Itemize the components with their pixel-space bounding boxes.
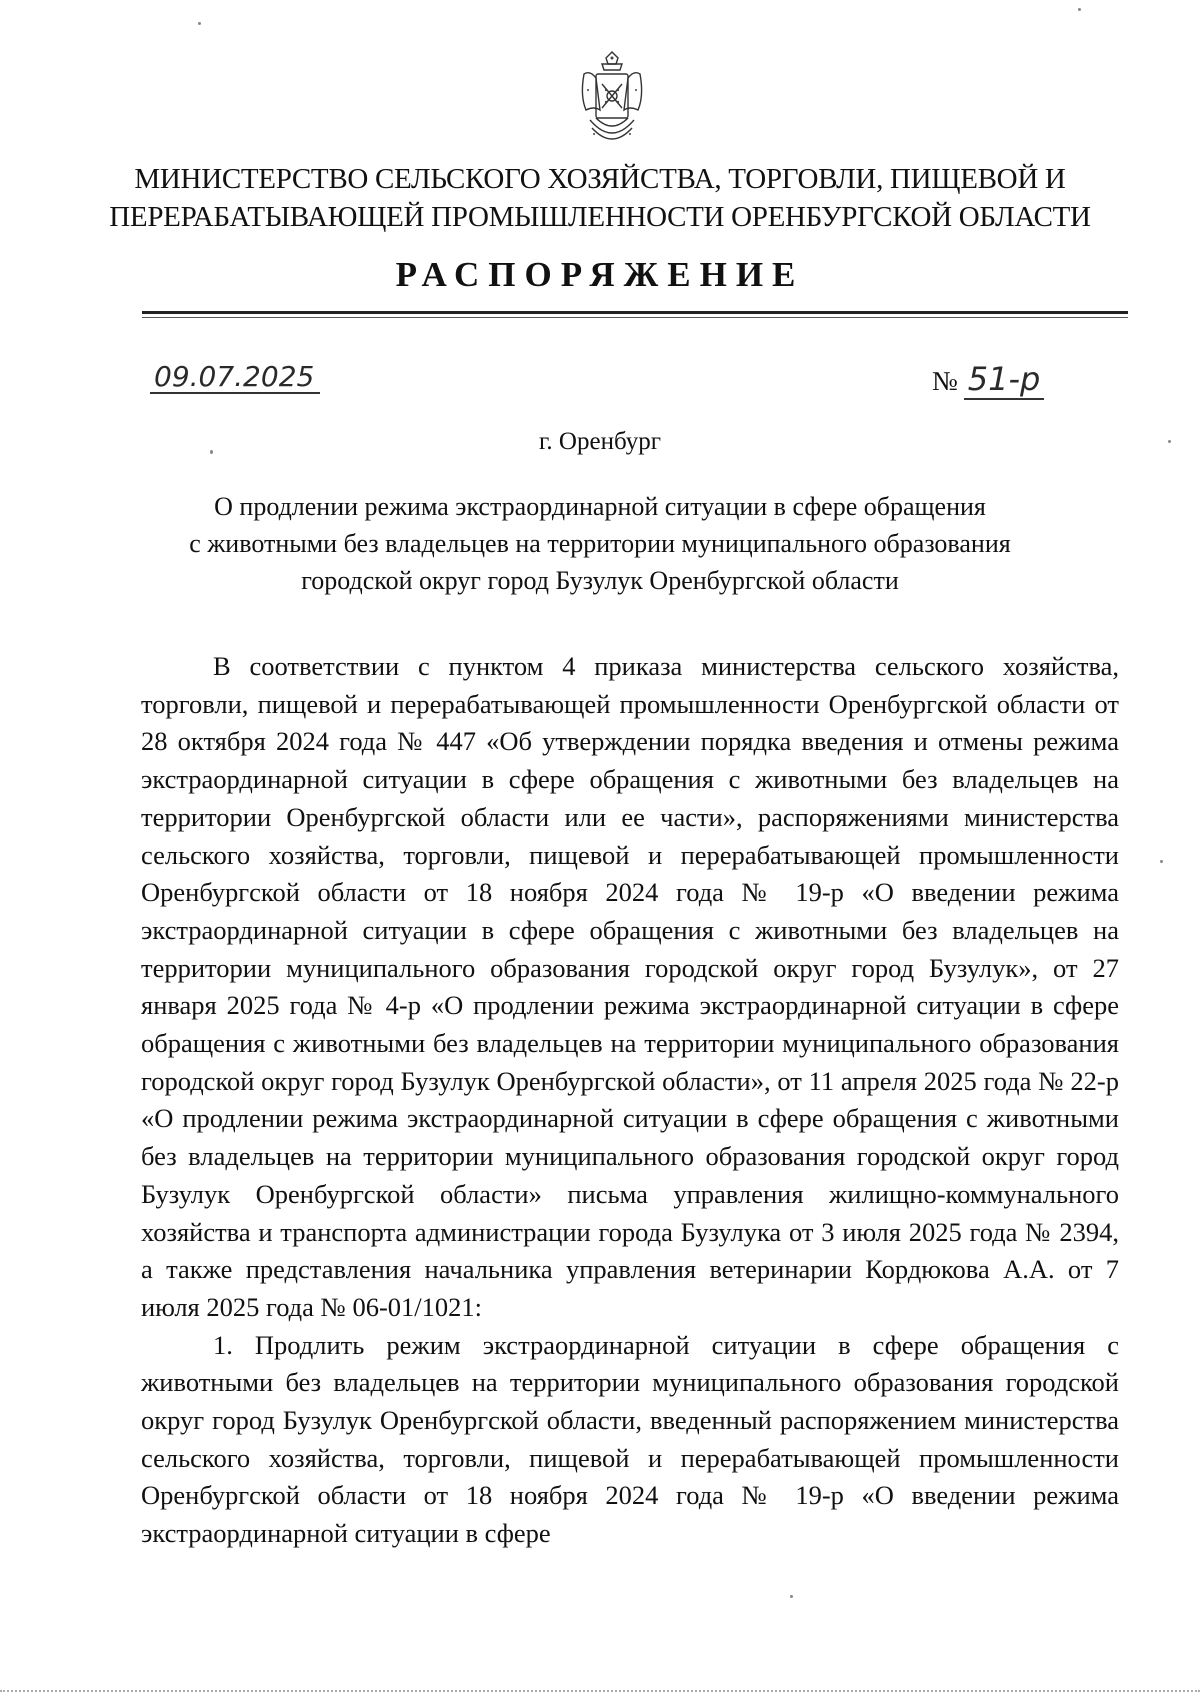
document-subject [140, 488, 1060, 599]
ministry-line-2: ПЕРЕРАБАТЫВАЮЩЕЙ ПРОМЫШЛЕННОСТИ ОРЕНБУРГСКОЙ ОБЛАСТИ [109, 201, 1091, 233]
subject-line-2: с животными без владельцев на территории муниципального образования [189, 529, 1011, 558]
scan-speck [210, 450, 213, 454]
ministry-line-1: МИНИСТЕРСТВО СЕЛЬСКОГО ХОЗЯЙСТВА, ТОРГОВЛИ, ПИЩЕВОЙ И [134, 163, 1066, 195]
scan-speck [1168, 440, 1171, 443]
scan-edge [0, 1690, 1200, 1692]
scan-speck [198, 22, 201, 25]
scan-speck [790, 1595, 793, 1598]
header-divider-thin [142, 317, 1128, 318]
subject-line-3: городской округ город Бузулук Оренбургской области [301, 566, 899, 595]
ministry-name [100, 160, 1100, 236]
subject-line-1: О продлении режима экстраординарной ситуации в сфере обращения [214, 492, 986, 521]
document-number [932, 360, 1044, 398]
document-type: РАСПОРЯЖЕНИЕ [395, 255, 805, 294]
number-label: № [932, 366, 958, 396]
item-1-paragraph: 1. Продлить режим экстраординарной ситуации в сфере обращения с животными без владельцев на территории муниципального образования городской округ город Бузулук Оренбургской области, введенный распоряжением министерства сельского хозяйства, торговли, пищевой и перерабатывающей промышленности Оренбургской области от 18 ноября 2024 года № 19-р «О введении режима экстраординарной ситуации в сфере [141, 1329, 1119, 1549]
scan-speck [1160, 860, 1163, 863]
document-date: 09.07.2025 [150, 362, 320, 394]
preamble-paragraph: В соответствии с пунктом 4 приказа министерства сельского хозяйства, торговли, пищевой и перерабатывающей промышленности Оренбургской области от 28 октября 2024 года № 447 «Об утверждении порядка введения и отмены режима экстраординарной ситуации в сфере обращения с животными без владельцев на территории Оренбургской области или ее части», распоряжениями министерства сельского хозяйства, торговли, пищевой и перерабатывающей промышленности Оренбургской области от 18 ноября 2024 года № 19-р «О введении режима экстраординарной ситуации в сфере обращения с животными без владельцев на территории муниципального образования городской округ город Бузулук», от 27 января 2025 года № 4-р «О продлении режима экстраординарной ситуации в сфере обращения с животными без владельцев на территории муниципального образования городской округ город Бузулук Оренбургской области», от 11 апреля 2025 года № 22-р «О продлении режима экстраординарной ситуации в сфере обращения с животными без владельцев на территории муниципального образования городской округ город Бузулук Оренбургской области» письма управления жилищно-коммунального хозяйства и транспорта администрации города Бузулука от 3 июля 2025 года № 2394, а также представления начальника управления ветеринарии Кордюкова А.А. от 7 июля 2025 года № 06-01/1021: [141, 651, 1119, 1322]
document-body [141, 648, 1119, 1553]
header-divider [142, 311, 1128, 314]
coat-of-arms-icon [576, 50, 648, 150]
number-value: 51-р [964, 360, 1045, 400]
document-city: г. Оренбург [539, 428, 661, 455]
scan-speck [1078, 8, 1081, 11]
